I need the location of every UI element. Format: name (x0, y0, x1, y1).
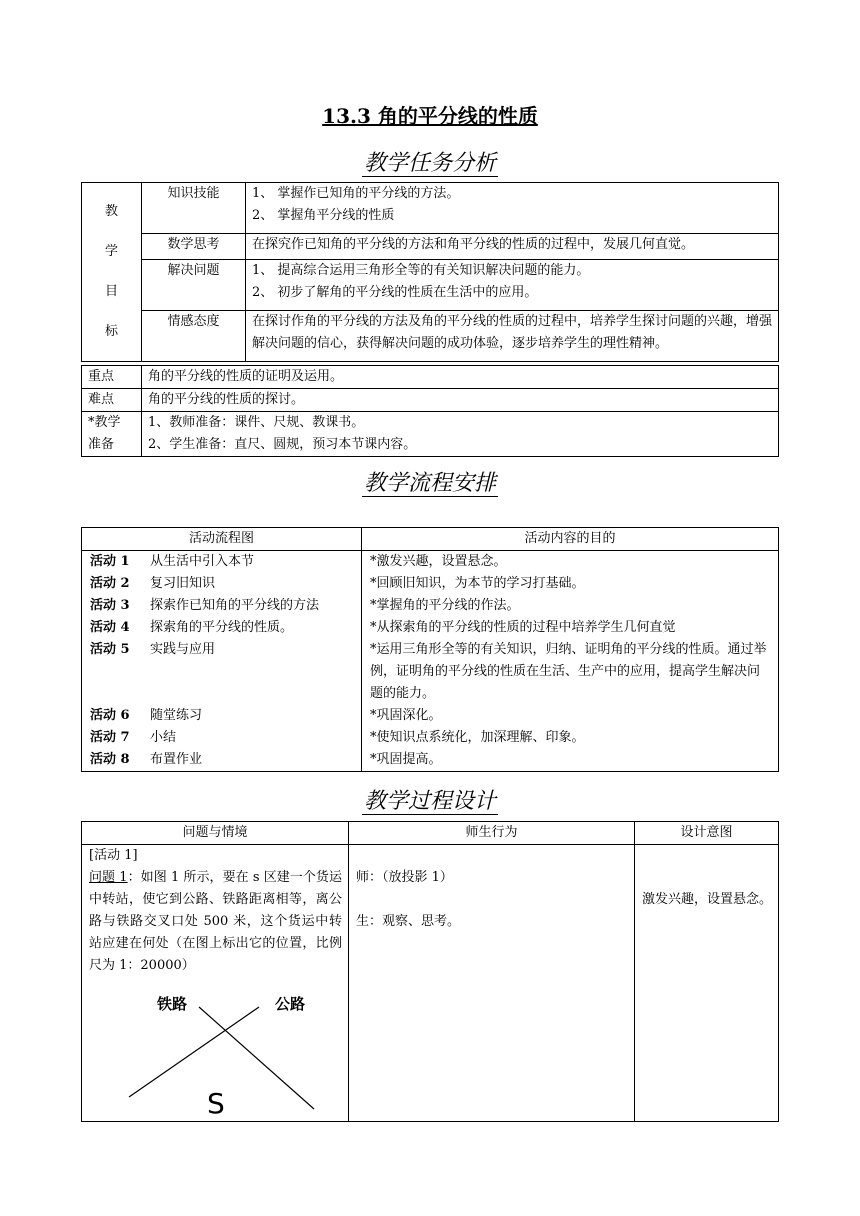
key-point-label: 重点 (82, 366, 142, 389)
activity-name: 小结 (150, 730, 177, 745)
objectives-label-char: 标 (104, 324, 118, 339)
activity-item (90, 573, 355, 595)
activity-item (90, 727, 355, 749)
activity-label: 活动 7 (90, 730, 130, 745)
intent-cell (635, 845, 779, 1122)
section-title-process (0, 784, 860, 815)
objective-category: 解决问题 (142, 260, 246, 311)
activity-name: 随堂练习 (150, 708, 203, 723)
objectives-label-char: 教 (104, 204, 118, 219)
problem-cell (82, 845, 349, 1122)
flow-table (81, 527, 779, 772)
purpose-item: *掌握角的平分线的作法。 (370, 598, 520, 613)
purpose-item: *运用三角形全等的有关知识，归纳、证明角的平分线的性质。通过举例，证明角的平分线的性质在生活、生产中的应用，提高学生解决问题的能力。 (370, 642, 767, 701)
railway-label: 铁路 (157, 995, 188, 1013)
activity-name: 实践与应用 (150, 642, 216, 657)
process-table (81, 821, 779, 1122)
activity-label: 活动 2 (90, 576, 130, 591)
objective-content (246, 310, 779, 361)
problem-label: 问题 1 (89, 870, 128, 885)
activity-label: 活动 6 (90, 708, 130, 723)
objective-line: 1、 掌握作已知角的平分线的方法。 (252, 186, 460, 201)
purpose-item: *使知识点系统化，加深理解、印象。 (370, 730, 585, 745)
difficulty-text: 角的平分线的性质的探讨。 (142, 389, 779, 412)
section-title-text: 教学任务分析 (363, 151, 496, 176)
teacher-action: 师：（放投影 1） (356, 870, 453, 885)
objective-line: 2、 初步了解角的平分线的性质在生活中的应用。 (252, 285, 538, 301)
activity-name: 探索作已知角的平分线的方法 (150, 598, 320, 613)
objectives-table (81, 182, 779, 362)
activity-label: 活动 3 (90, 598, 130, 613)
purpose-item: *巩固提高。 (370, 752, 442, 767)
flow-header: 活动流程图 (82, 528, 362, 551)
objective-line: 在探讨作角的平分线的方法及角的平分线的性质的过程中，培养学生探讨问题的兴趣，增强解决问题的信心，获得解决问题的成功体验，逐步培养学生的理性精神。 (252, 313, 773, 351)
objective-content (246, 233, 779, 259)
activity-name: 探索角的平分线的性质。 (150, 620, 294, 635)
activity-item (90, 617, 355, 639)
prep-content (142, 412, 779, 457)
process-header: 问题与情境 (82, 822, 349, 845)
activity-label: 活动 8 (90, 752, 130, 767)
intent-text: 激发兴趣，设置悬念。 (642, 892, 773, 907)
purpose-item: *巩固深化。 (370, 708, 442, 723)
page-title: 13.3 角的平分线的性质 (322, 104, 538, 128)
objective-line: 2、 掌握角平分线的性质 (252, 208, 395, 223)
objective-category: 数学思考 (142, 233, 246, 259)
problem-body: ：如图 1 所示，要在 s 区建一个货运中转站，使它到公路、铁路距离相等，离公路与铁路交叉口处 500 米，这个货运中转站应建在何处（在图上标出它的位置，比例尺为 1：20000） (89, 870, 342, 973)
highway-label: 公路 (275, 995, 306, 1013)
prep-label (82, 412, 142, 457)
activity-item (90, 639, 355, 661)
activity-name: 复习旧知识 (150, 576, 216, 591)
objective-content (246, 260, 779, 311)
prep-label-line: *教学 (88, 415, 121, 430)
activity-tag: [活动 1] (89, 848, 138, 863)
prep-label-line: 准备 (88, 437, 115, 452)
section-title-flow (0, 466, 860, 497)
prep-line: 2、学生准备：直尺、圆规，预习本节课内容。 (148, 437, 417, 452)
objective-line: 在探究作已知角的平分线的方法和角平分线的性质的过程中，发展几何直觉。 (252, 236, 695, 252)
section-title-text: 教学流程安排 (363, 471, 496, 496)
difficulty-label: 难点 (82, 389, 142, 412)
activity-item (90, 595, 355, 617)
objective-category: 情感态度 (142, 310, 246, 361)
purpose-item: *从探索角的平分线的性质的过程中培养学生几何直觉 (370, 620, 676, 635)
section-title-text: 教学过程设计 (363, 789, 496, 814)
student-action: 生：观察、思考。 (356, 914, 461, 929)
objective-line: 1、 提高综合运用三角形全等的有关知识解决问题的能力。 (252, 263, 590, 279)
key-points-table (81, 365, 779, 457)
behavior-cell (349, 845, 635, 1122)
section-title-task-analysis (0, 146, 860, 177)
objectives-label-char: 目 (104, 284, 118, 299)
purpose-item: *回顾旧知识，为本节的学习打基础。 (370, 576, 585, 591)
activity-label: 活动 1 (90, 554, 130, 569)
process-header: 师生行为 (349, 822, 635, 845)
flow-header: 活动内容的目的 (362, 528, 779, 551)
s-area-label: S (207, 1087, 225, 1120)
activity-item (90, 551, 355, 573)
activity-item (90, 749, 355, 771)
activity-label: 活动 4 (90, 620, 130, 635)
objective-category: 知识技能 (142, 183, 246, 234)
prep-line: 1、教师准备：课件、尺规、教课书。 (148, 415, 365, 430)
railway-line (129, 1007, 259, 1097)
flow-purposes (362, 551, 779, 772)
key-point-text: 角的平分线的性质的证明及运用。 (142, 366, 779, 389)
objectives-label-char: 学 (104, 244, 118, 259)
railway-highway-figure (89, 981, 339, 1121)
flow-activities (82, 551, 362, 772)
objective-content (246, 183, 779, 234)
activity-item (90, 705, 355, 727)
process-header: 设计意图 (635, 822, 779, 845)
activity-name: 从生活中引入本节 (150, 554, 255, 569)
objectives-label (82, 183, 142, 362)
activity-name: 布置作业 (150, 752, 203, 767)
purpose-item: *激发兴趣，设置悬念。 (370, 554, 507, 569)
problem-text (89, 867, 342, 977)
activity-label: 活动 5 (90, 642, 130, 657)
